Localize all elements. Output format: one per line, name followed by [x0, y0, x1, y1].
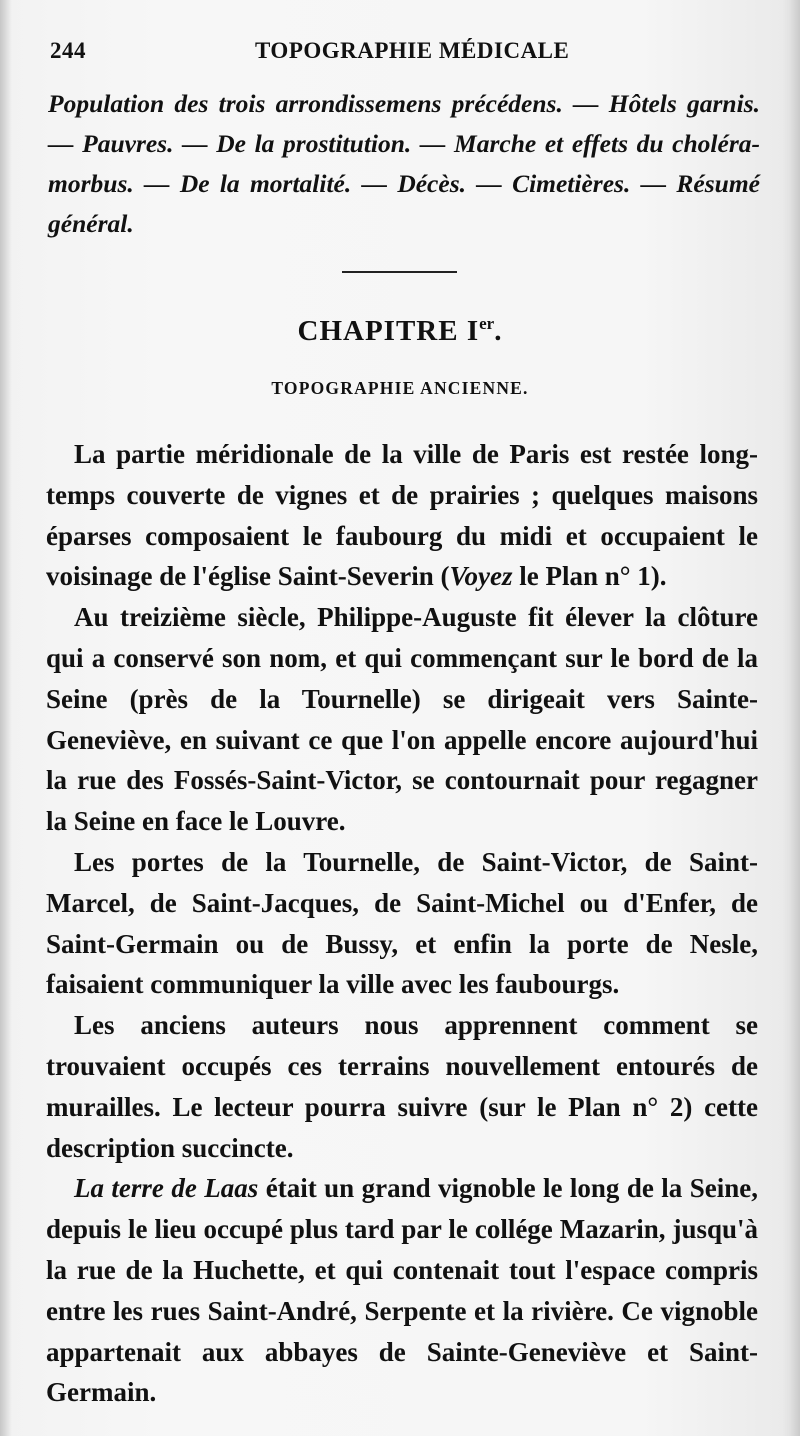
- page-right-edge-shadow: [782, 0, 800, 1436]
- page-number: 244: [50, 38, 86, 63]
- paragraph-1: [46, 434, 758, 597]
- chapter-title-text: CHAPITRE I: [297, 315, 480, 347]
- paragraph-5: [46, 1168, 758, 1413]
- paragraph-2: Au treizième siècle, Philippe-Auguste fit élever la clôture qui a conservé son nom, et qui commençant sur le bord de la Seine (près de la Tournelle) se dirigeait vers Sainte-Geneviève, en suivant ce que l'on appelle encore aujourd'hui la rue des Fossés-Saint-Victor, se contournait pour regagner la Seine en face le Louvre.: [46, 602, 758, 837]
- section-divider-rule: [342, 271, 457, 273]
- chapter-contents-summary: Population des trois arrondissemens précédens. — Hôtels garnis. — Pauvres. — De la prostitution. — Marche et effets du choléra-morbus. — De la mortalité. — Décès. — Cimetières. — Résumé général.: [48, 89, 760, 238]
- paragraph-1-italic: Voyez: [449, 561, 513, 592]
- paragraph-3: Les portes de la Tournelle, de Saint-Victor, de Saint-Marcel, de Saint-Jacques, de Saint-Michel ou d'Enfer, de Saint-Germain ou de Bussy, et enfin la porte de Nesle, faisaient communiquer la ville avec les faubourgs.: [46, 846, 758, 1000]
- chapter-title-period: .: [494, 315, 503, 347]
- paragraph-1-text: La partie méridionale de la ville de Paris est restée long-temps couverte de vignes et de prairies ; quelques maisons éparses composaient le faubourg du midi et occupaient le voisinage de l'église Saint-Severin (: [46, 439, 758, 592]
- page-left-edge-shadow: [0, 0, 12, 1436]
- body-text: [46, 434, 758, 1413]
- paragraph-5-text: était un grand vignoble le long de la Seine, depuis le lieu occupé plus tard par le collége Mazarin, jusqu'à la rue de la Huchette, et qui contenait tout l'espace compris entre les rues Saint-André, Serpente et la rivière. Ce vignoble appartenait aux abbayes de Sainte-Geneviève et Saint-Germain.: [46, 1173, 758, 1408]
- running-title: TOPOGRAPHIE MÉDICALE: [255, 38, 570, 63]
- paragraph-1-text-end: le Plan n° 1).: [512, 561, 667, 592]
- section-heading: TOPOGRAPHIE ANCIENNE.: [271, 378, 529, 398]
- chapter-title-superscript: er: [479, 314, 495, 333]
- running-head: [50, 38, 755, 72]
- paragraph-5-italic: La terre de Laas: [74, 1173, 259, 1204]
- chapter-title: [0, 314, 800, 348]
- paragraph-4: Les anciens auteurs nous apprennent comment se trouvaient occupés ces terrains nouvellement entourés de murailles. Le lecteur pourra suivre (sur le Plan n° 2) cette description succincte.: [46, 1010, 758, 1163]
